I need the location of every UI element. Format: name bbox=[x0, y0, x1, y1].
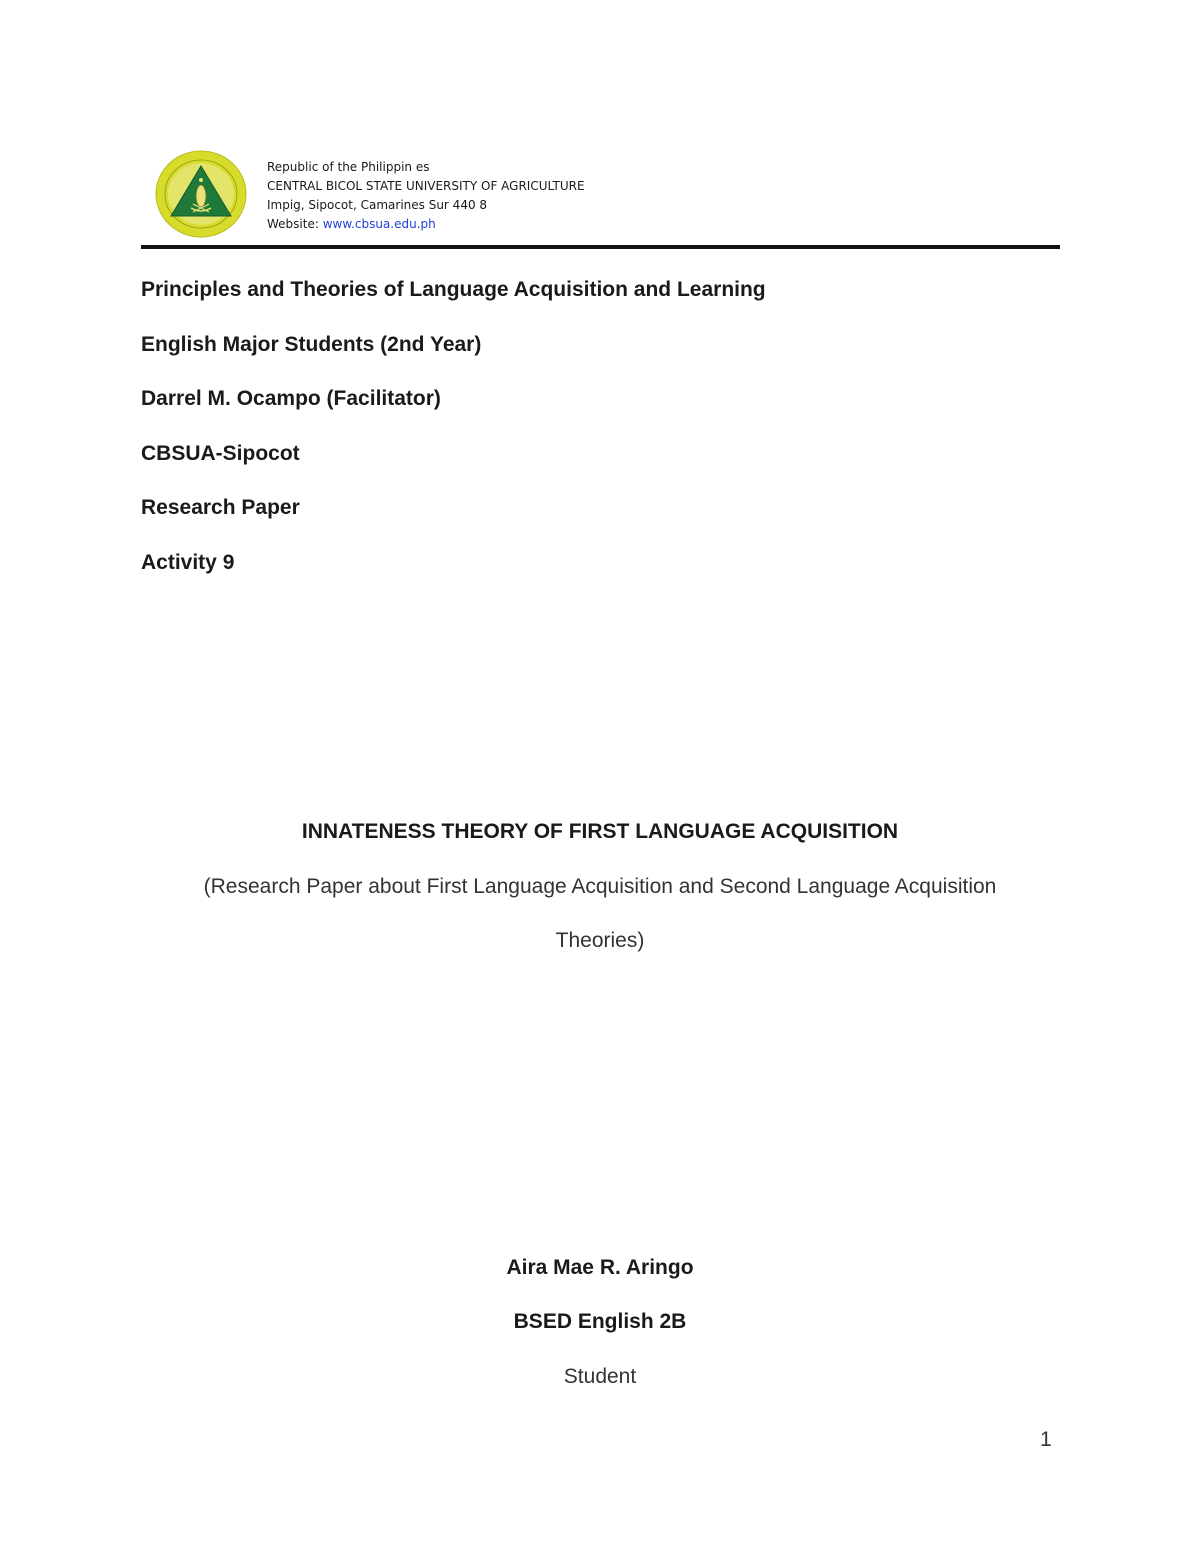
paper-title: INNATENESS THEORY OF FIRST LANGUAGE ACQUISITION bbox=[301, 820, 899, 843]
author-role: Student bbox=[563, 1365, 637, 1388]
letterhead-text bbox=[267, 158, 585, 234]
course-info-list bbox=[141, 275, 766, 603]
course-campus: CBSUA-Sipocot bbox=[141, 441, 300, 465]
author-section: BSED English 2B bbox=[513, 1310, 687, 1333]
author-name: Aira Mae R. Aringo bbox=[506, 1256, 694, 1279]
letterhead-website bbox=[267, 215, 585, 234]
course-title: Principles and Theories of Language Acquisition and Learning bbox=[141, 278, 766, 301]
course-facilitator: Darrel M. Ocampo (Facilitator) bbox=[141, 387, 441, 411]
letterhead-address: Impig, Sipocot, Camarines Sur 440 8 bbox=[267, 198, 488, 212]
website-label: Website: bbox=[267, 217, 323, 231]
header-divider bbox=[141, 245, 1060, 249]
letterhead bbox=[155, 150, 1060, 240]
course-activity: Activity 9 bbox=[141, 550, 235, 574]
university-seal-icon bbox=[155, 150, 247, 238]
letterhead-university: CENTRAL BICOL STATE UNIVERSITY OF AGRICULTURE bbox=[267, 179, 585, 193]
letterhead-country: Republic of the Philippin es bbox=[267, 160, 430, 174]
course-document-type: Research Paper bbox=[141, 496, 300, 520]
website-link[interactable]: www.cbsua.edu.ph bbox=[322, 217, 436, 231]
page-number: 1 bbox=[1040, 1428, 1052, 1451]
course-audience: English Major Students (2nd Year) bbox=[141, 332, 482, 356]
paper-subtitle-line2: Theories) bbox=[555, 929, 645, 952]
paper-subtitle-line1: (Research Paper about First Language Acquisition and Second Language Acquisition bbox=[203, 875, 997, 898]
